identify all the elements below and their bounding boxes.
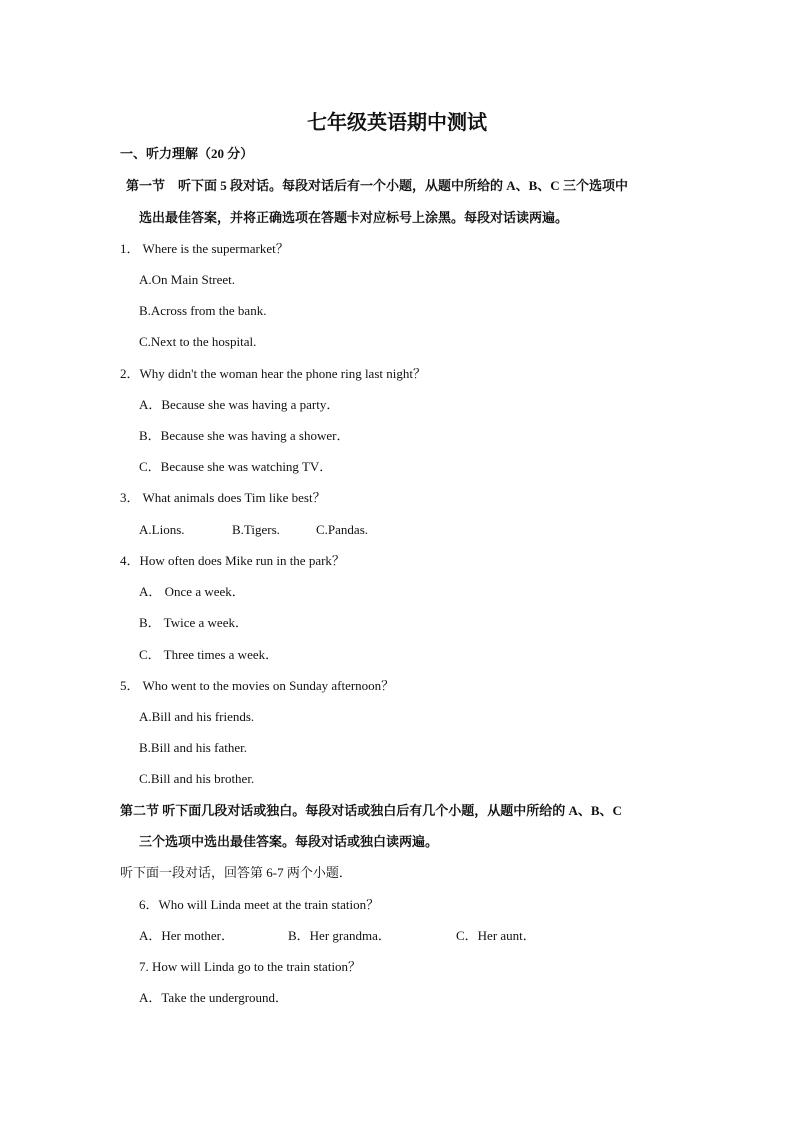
question-4-option-c: C． Three times a week． <box>139 647 279 662</box>
question-2-option-a: A．Because she was having a party． <box>139 397 340 412</box>
question-3-option-a: A.Lions. <box>139 522 185 537</box>
question-3: 3． What animals does Tim like best？ <box>120 490 326 505</box>
question-4: 4．How often does Mike run in the park？ <box>120 553 345 568</box>
question-5-option-c: C.Bill and his brother. <box>139 771 255 786</box>
question-2-option-c: C．Because she was watching TV． <box>139 459 333 474</box>
question-1: 1． Where is the supermarket？ <box>120 241 289 256</box>
question-2-option-b: B．Because she was having a shower． <box>139 428 350 443</box>
section-heading: 一、听力理解（20 分） <box>120 146 254 161</box>
question-3-option-c: C.Pandas. <box>316 522 368 537</box>
page-title: 七年级英语期中测试 <box>307 110 487 134</box>
section-instructions-line2: 选出最佳答案，并将正确选项在答题卡对应标号上涂黑。每段对话读两遍。 <box>139 210 569 225</box>
part2-instructions-line1: 第二节 听下面几段对话或独白。每段对话或独白后有几个小题，从题中所给的 A、B、C <box>120 803 622 818</box>
question-6-option-a: A．Her mother． <box>139 928 234 943</box>
question-1-option-a: A.On Main Street. <box>139 272 236 287</box>
question-1-option-b: B.Across from the bank. <box>139 303 267 318</box>
question-7-option-a: A．Take the underground． <box>139 990 289 1005</box>
question-1-option-c: C.Next to the hospital. <box>139 334 257 349</box>
question-3-option-b: B.Tigers. <box>232 522 280 537</box>
question-6-option-b: B．Her grandma． <box>288 928 391 943</box>
section-instructions-line1: 第一节 听下面 5 段对话。每段对话后有一个小题，从题中所给的 A、B、C 三个选项中 <box>126 178 628 193</box>
question-5: 5． Who went to the movies on Sunday afternoon？ <box>120 678 395 693</box>
question-5-option-a: A.Bill and his friends. <box>139 709 255 724</box>
question-4-option-b: B． Twice a week． <box>139 615 248 630</box>
question-5-option-b: B.Bill and his father. <box>139 740 247 755</box>
question-6-option-c: C．Her aunt． <box>456 928 536 943</box>
part2-intro: 听下面一段对话，回答第 6-7 两个小题． <box>120 865 352 880</box>
question-7: 7. How will Linda go to the train station？ <box>139 959 362 974</box>
part2-instructions-line2: 三个选项中选出最佳答案。每段对话或独白读两遍。 <box>139 834 439 849</box>
question-6: 6．Who will Linda meet at the train station？ <box>139 897 380 912</box>
question-4-option-a: A． Once a week． <box>139 584 245 599</box>
question-2: 2．Why didn't the woman hear the phone ring last night？ <box>120 366 426 381</box>
